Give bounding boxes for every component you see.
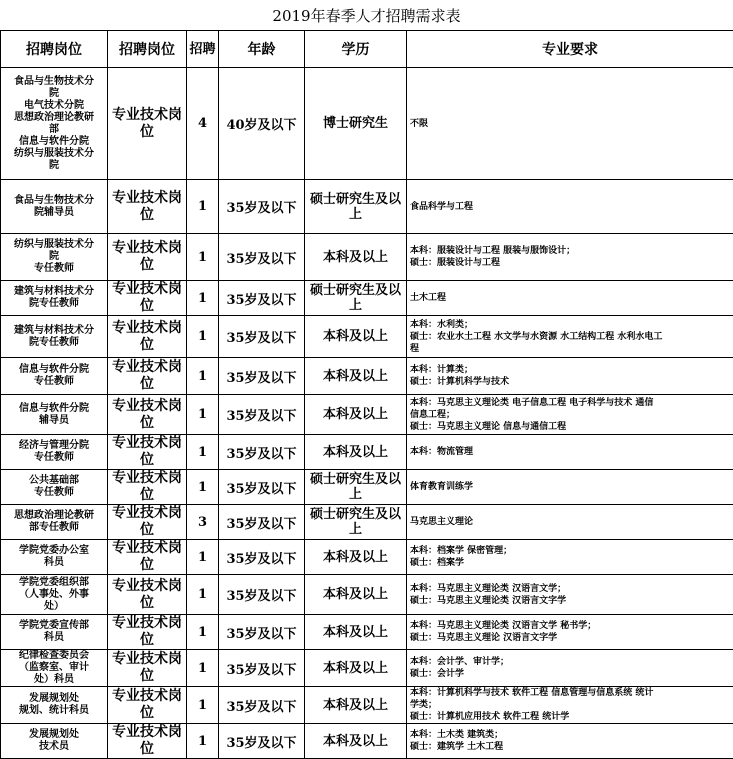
cell-num: 1 (187, 540, 219, 575)
cell-edu: 本科及以上 (305, 435, 407, 470)
table-row (1, 180, 733, 234)
table-row (1, 234, 733, 281)
cell-pos: 专业技术岗 位 (108, 435, 187, 470)
cell-req: 本科：马克思主义理论类 电子信息工程 电子科学与技术 通信 信息工程； 硕士：马克思主义理论 信息与通信工程 (407, 395, 733, 435)
table-row (1, 68, 733, 180)
cell-num: 1 (187, 615, 219, 650)
cell-num: 1 (187, 234, 219, 281)
cell-pos: 专业技术岗 位 (108, 470, 187, 505)
cell-org: 发展规划处 技术员 (1, 724, 108, 759)
header-major: 专业要求 (407, 31, 733, 68)
cell-req: 本科：物流管理 (407, 435, 733, 470)
cell-num: 1 (187, 687, 219, 724)
cell-req: 马克思主义理论 (407, 505, 733, 540)
cell-num: 1 (187, 180, 219, 234)
cell-pos: 专业技术岗 位 (108, 234, 187, 281)
cell-pos: 专业技术岗 位 (108, 650, 187, 687)
cell-num: 1 (187, 470, 219, 505)
cell-req: 本科：计算类； 硕士：计算机科学与技术 (407, 358, 733, 395)
cell-pos: 专业技术岗 位 (108, 687, 187, 724)
cell-edu: 本科及以上 (305, 540, 407, 575)
cell-pos: 专业技术岗 位 (108, 180, 187, 234)
cell-org: 经济与管理分院 专任教师 (1, 435, 108, 470)
header-education: 学历 (305, 31, 407, 68)
page-title: 2019年春季人才招聘需求表 (0, 0, 733, 30)
cell-req: 土木工程 (407, 281, 733, 316)
cell-pos: 专业技术岗 位 (108, 540, 187, 575)
cell-req: 本科：计算机科学与技术 软件工程 信息管理与信息系统 统计 学类； 硕士：计算机应用技术 软件工程 统计学 (407, 687, 733, 724)
table-row (1, 505, 733, 540)
cell-num: 1 (187, 395, 219, 435)
cell-org: 信息与软件分院 辅导员 (1, 395, 108, 435)
table-row (1, 615, 733, 650)
cell-age: 35岁及以下 (219, 615, 305, 650)
cell-edu: 本科及以上 (305, 358, 407, 395)
cell-req: 不限 (407, 68, 733, 180)
cell-req: 本科：马克思主义理论类 汉语言文学； 硕士：马克思主义理论类 汉语言文字学 (407, 575, 733, 615)
cell-org: 学院党委办公室 科员 (1, 540, 108, 575)
cell-edu: 本科及以上 (305, 687, 407, 724)
cell-age: 35岁及以下 (219, 505, 305, 540)
cell-org: 发展规划处 规划、统计科员 (1, 687, 108, 724)
table-row (1, 650, 733, 687)
table-row (1, 435, 733, 470)
cell-pos: 专业技术岗 位 (108, 281, 187, 316)
cell-age: 35岁及以下 (219, 470, 305, 505)
cell-age: 35岁及以下 (219, 724, 305, 759)
cell-org: 食品与生物技术分 院辅导员 (1, 180, 108, 234)
cell-age: 35岁及以下 (219, 540, 305, 575)
cell-org: 纺织与服装技术分 院 专任教师 (1, 234, 108, 281)
cell-pos: 专业技术岗 位 (108, 316, 187, 358)
cell-edu: 本科及以上 (305, 650, 407, 687)
cell-num: 1 (187, 650, 219, 687)
cell-age: 35岁及以下 (219, 687, 305, 724)
cell-org: 公共基础部 专任教师 (1, 470, 108, 505)
cell-pos: 专业技术岗 位 (108, 68, 187, 180)
cell-edu: 本科及以上 (305, 234, 407, 281)
cell-edu: 本科及以上 (305, 724, 407, 759)
header-count: 招聘 (187, 31, 219, 68)
cell-req: 本科：土木类 建筑类； 硕士：建筑学 土木工程 (407, 724, 733, 759)
cell-age: 35岁及以下 (219, 234, 305, 281)
cell-age: 35岁及以下 (219, 575, 305, 615)
cell-age: 35岁及以下 (219, 316, 305, 358)
cell-req: 体育教育训练学 (407, 470, 733, 505)
cell-num: 4 (187, 68, 219, 180)
cell-edu: 本科及以上 (305, 395, 407, 435)
cell-edu: 本科及以上 (305, 316, 407, 358)
cell-edu: 博士研究生 (305, 68, 407, 180)
cell-req: 本科：档案学 保密管理； 硕士：档案学 (407, 540, 733, 575)
cell-edu: 硕士研究生及以 上 (305, 180, 407, 234)
cell-req: 食品科学与工程 (407, 180, 733, 234)
cell-org: 食品与生物技术分 院 电气技术分院 思想政治理论教研 部 信息与软件分院 纺织与服装技术分 院 (1, 68, 108, 180)
cell-age: 35岁及以下 (219, 358, 305, 395)
header-org: 招聘岗位 (1, 31, 108, 68)
cell-age: 35岁及以下 (219, 180, 305, 234)
cell-num: 1 (187, 281, 219, 316)
cell-num: 1 (187, 316, 219, 358)
table-row (1, 395, 733, 435)
cell-age: 35岁及以下 (219, 281, 305, 316)
table-row (1, 358, 733, 395)
cell-pos: 专业技术岗 位 (108, 358, 187, 395)
cell-org: 建筑与材料技术分 院专任教师 (1, 281, 108, 316)
table-row (1, 687, 733, 724)
table-row (1, 316, 733, 358)
cell-org: 思想政治理论教研 部专任教师 (1, 505, 108, 540)
table-row (1, 724, 733, 759)
cell-pos: 专业技术岗 位 (108, 395, 187, 435)
cell-req: 本科：水利类； 硕士：农业水土工程 水文学与水资源 水工结构工程 水利水电工 程 (407, 316, 733, 358)
cell-pos: 专业技术岗 位 (108, 615, 187, 650)
cell-num: 1 (187, 358, 219, 395)
cell-pos: 专业技术岗 位 (108, 724, 187, 759)
header-age: 年龄 (219, 31, 305, 68)
cell-req: 本科：服装设计与工程 服装与服饰设计； 硕士：服装设计与工程 (407, 234, 733, 281)
cell-org: 建筑与材料技术分 院专任教师 (1, 316, 108, 358)
cell-age: 35岁及以下 (219, 395, 305, 435)
cell-pos: 专业技术岗 位 (108, 575, 187, 615)
cell-org: 信息与软件分院 专任教师 (1, 358, 108, 395)
table-row (1, 470, 733, 505)
cell-num: 1 (187, 575, 219, 615)
cell-age: 35岁及以下 (219, 435, 305, 470)
cell-edu: 硕士研究生及以 上 (305, 281, 407, 316)
cell-num: 1 (187, 435, 219, 470)
recruitment-table (0, 30, 733, 759)
cell-req: 本科：会计学、审计学； 硕士：会计学 (407, 650, 733, 687)
table-row (1, 575, 733, 615)
header-position: 招聘岗位 (108, 31, 187, 68)
cell-pos: 专业技术岗 位 (108, 505, 187, 540)
table-row (1, 281, 733, 316)
cell-edu: 硕士研究生及以 上 (305, 470, 407, 505)
cell-org: 学院党委组织部 （人事处、外事 处） (1, 575, 108, 615)
cell-edu: 本科及以上 (305, 615, 407, 650)
header-row (1, 31, 733, 68)
cell-req: 本科：马克思主义理论类 汉语言文学 秘书学； 硕士：马克思主义理论 汉语言文字学 (407, 615, 733, 650)
cell-org: 学院党委宣传部 科员 (1, 615, 108, 650)
cell-age: 40岁及以下 (219, 68, 305, 180)
cell-edu: 本科及以上 (305, 575, 407, 615)
table-row (1, 540, 733, 575)
cell-num: 1 (187, 724, 219, 759)
cell-num: 3 (187, 505, 219, 540)
cell-edu: 硕士研究生及以 上 (305, 505, 407, 540)
cell-age: 35岁及以下 (219, 650, 305, 687)
cell-org: 纪律检查委员会 （监察室、审计 处）科员 (1, 650, 108, 687)
